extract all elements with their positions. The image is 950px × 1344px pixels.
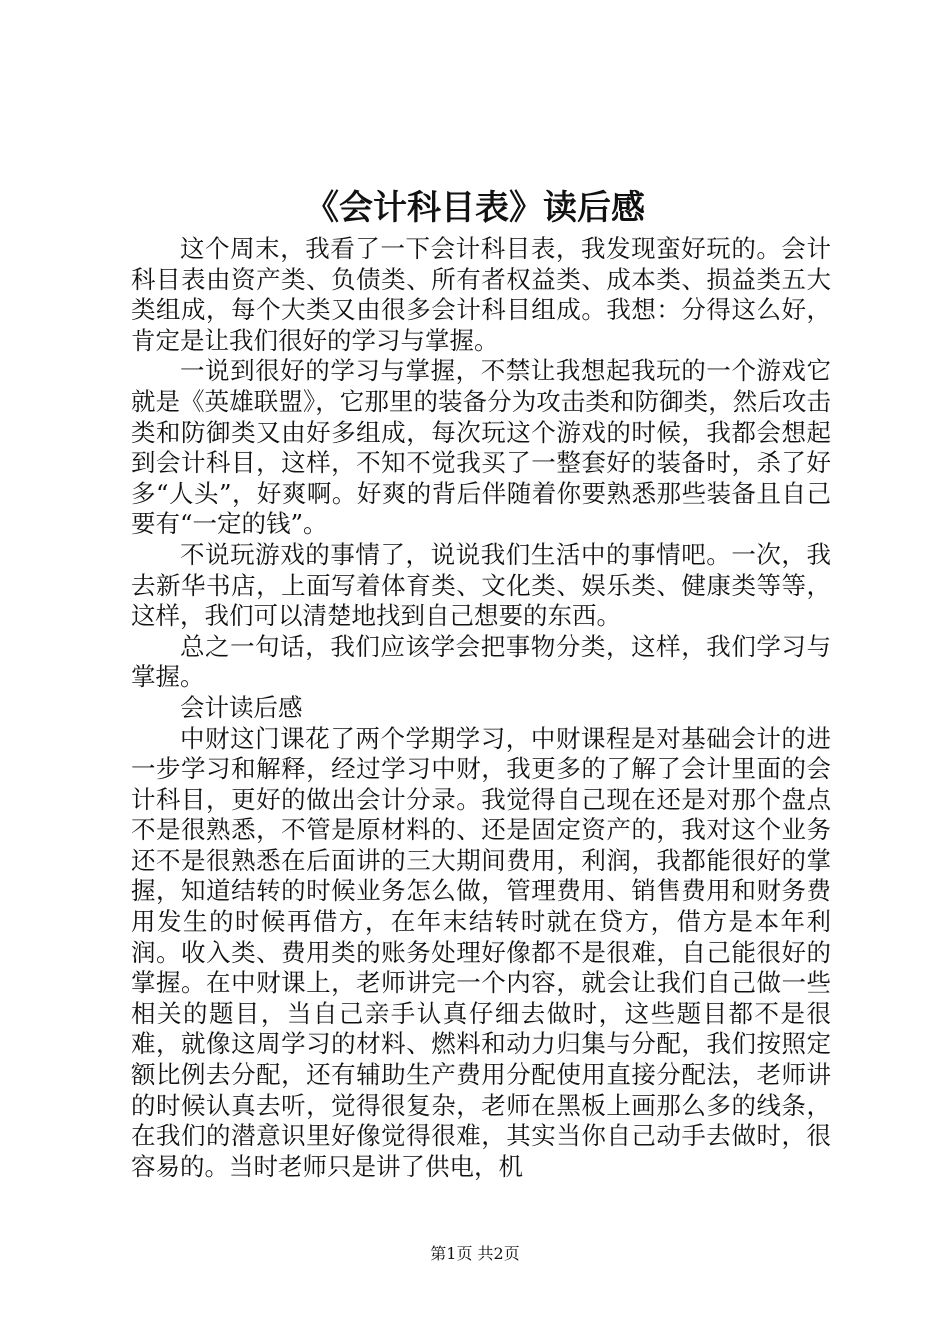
paragraph: 一说到很好的学习与掌握，不禁让我想起我玩的一个游戏它就是《英雄联盟》，它那里的装备分为攻击类和防御类，然后攻击类和防御类又由好多组成，每次玩这个游戏的时候，我都会想起到会计科目，这样，不知不觉我买了一整套好的装备时，杀了好多“人头”，好爽啊。好爽的背后伴随着你要熟悉那些装备且自己要有“一定的钱”。	[131, 356, 831, 539]
paragraph: 这个周末，我看了一下会计科目表，我发现蛮好玩的。会计科目表由资产类、负债类、所有者权益类、成本类、损益类五大类组成，每个大类又由很多会计科目组成。我想：分得这么好，肯定是让我们很好的学习与掌握。	[131, 234, 831, 355]
paragraph: 中财这门课花了两个学期学习，中财课程是对基础会计的进一步学习和解释，经过学习中财，我更多的了解了会计里面的会计科目，更好的做出会计分录。我觉得自己现在还是对那个盘点不是很熟悉，不管是原材料的、还是固定资产的，我对这个业务还不是很熟悉在后面讲的三大期间费用，利润，我都能很好的掌握，知道结转的时候业务怎么做，管理费用、销售费用和财务费用发生的时候再借方，在年末结转时就在贷方，借方是本年利润。收入类、费用类的账务处理好像都不是很难，自己能很好的掌握。在中财课上，老师讲完一个内容，就会让我们自己做一些相关的题目，当自己亲手认真仔细去做时，这些题目都不是很难，就像这周学习的材料、燃料和动力归集与分配，我们按照定额比例去分配，还有辅助生产费用分配使用直接分配法，老师讲的时候认真去听，觉得很复杂，老师在黑板上画那么多的线条，在我们的潜意识里好像觉得很难，其实当你自己动手去做时，很容易的。当时老师只是讲了供电，机	[131, 723, 831, 1181]
paragraph: 不说玩游戏的事情了，说说我们生活中的事情吧。一次，我去新华书店，上面写着体育类、文化类、娱乐类、健康类等等，这样，我们可以清楚地找到自己想要的东西。	[131, 539, 831, 631]
paragraph: 总之一句话，我们应该学会把事物分类，这样，我们学习与掌握。	[131, 631, 831, 692]
document-body	[131, 234, 831, 1182]
section-heading: 会计读后感	[180, 692, 303, 722]
page-number-footer: 第1页 共2页	[430, 1244, 520, 1263]
document-title: 《会计科目表》读后感	[305, 188, 645, 228]
